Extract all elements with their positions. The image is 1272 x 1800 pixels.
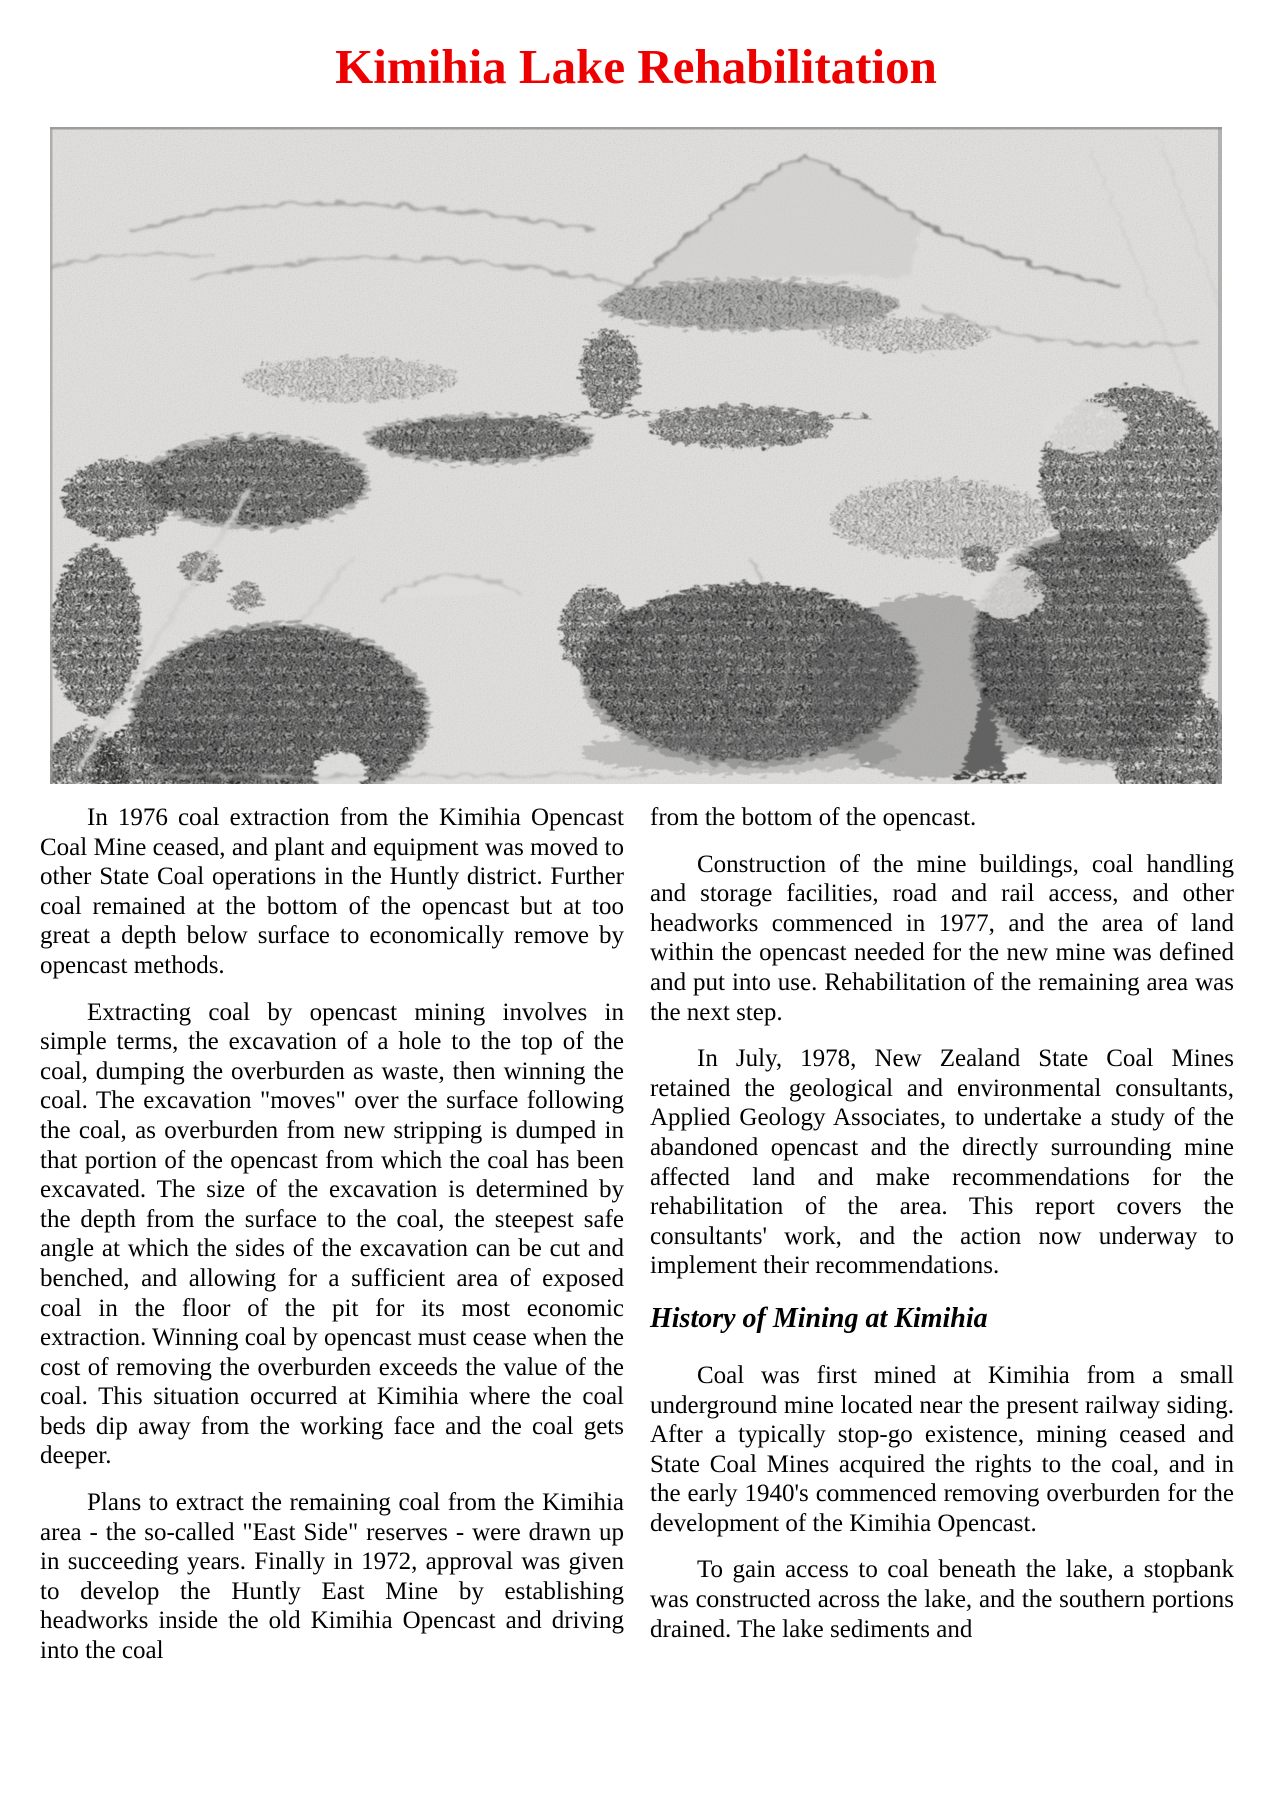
pencil-sketch-drawing bbox=[50, 127, 1222, 784]
right-column bbox=[650, 803, 1234, 1683]
paragraph-lake-access: To gain access to coal beneath the lake, a stopbank was constructed across the lake, and the southern portions drained. The lake sediments and bbox=[650, 1556, 1234, 1643]
paragraph-continuation: from the bottom of the opencast. bbox=[650, 804, 977, 831]
text-columns bbox=[40, 803, 1234, 1683]
paragraph-plans: Plans to extract the remaining coal from the Kimihia area - the so-called "East Side" reserves - were drawn up in succeeding years. Finally in 1972, approval was given to develop the Huntly East Mine by establishing headworks inside the old Kimihia Opencast and driving into the coal bbox=[40, 1489, 624, 1665]
paragraph-july-1978: In July, 1978, New Zealand State Coal Mines retained the geological and environmental consultants, Applied Geology Associates, to undertake a study of the abandoned opencast and the directly surrounding mine affected land and make recommendations for the rehabilitation of the area. This report covers the consultants' work, and the action now underway to implement their recommendations. bbox=[650, 1045, 1234, 1280]
paragraph-extracting: Extracting coal by opencast mining involves in simple terms, the excavation of a hole to the top of the coal, dumping the overburden as waste, then winning the coal. The excavation "moves" over the surface following the coal, as overburden from new stripping is dumped in that portion of the opencast from which the coal has been excavated. The size of the excavation is determined by the depth from the surface to the coal, the steepest safe angle at which the sides of the excavation can be cut and benched, and allowing for a sufficient area of exposed coal in the floor of the pit for its most economic extraction. Winning coal by opencast must cease when the cost of removing the overburden exceeds the value of the coal. This situation occurred at Kimihia where the coal beds dip away from the working face and the coal gets deeper. bbox=[40, 998, 624, 1470]
lake-sketch-image bbox=[50, 127, 1222, 784]
section-heading-history: History of Mining at Kimihia bbox=[650, 1302, 988, 1334]
paragraph-construction: Construction of the mine buildings, coal handling and storage facilities, road and rail access, and other headworks commenced in 1977, and the area of land within the opencast needed for the new mine was defined and put into use. Rehabilitation of the remaining area was the next step. bbox=[650, 850, 1234, 1026]
page-title: Kimihia Lake Rehabilitation bbox=[335, 39, 937, 94]
paragraph-first-mined: Coal was first mined at Kimihia from a small underground mine located near the present railway siding. After a typically stop-go existence, mining ceased and State Coal Mines acquired the rights to the coal, and in the early 1940's commenced removing overburden for the development of the Kimihia Opencast. bbox=[650, 1361, 1234, 1537]
paragraph-1976: In 1976 coal extraction from the Kimihia Opencast Coal Mine ceased, and plant and equipment was moved to other State Coal operations in the Huntly district. Further coal remained at the bottom of the opencast but at too great a depth below surface to economically remove by opencast methods. bbox=[40, 804, 624, 979]
left-column bbox=[40, 803, 624, 1683]
